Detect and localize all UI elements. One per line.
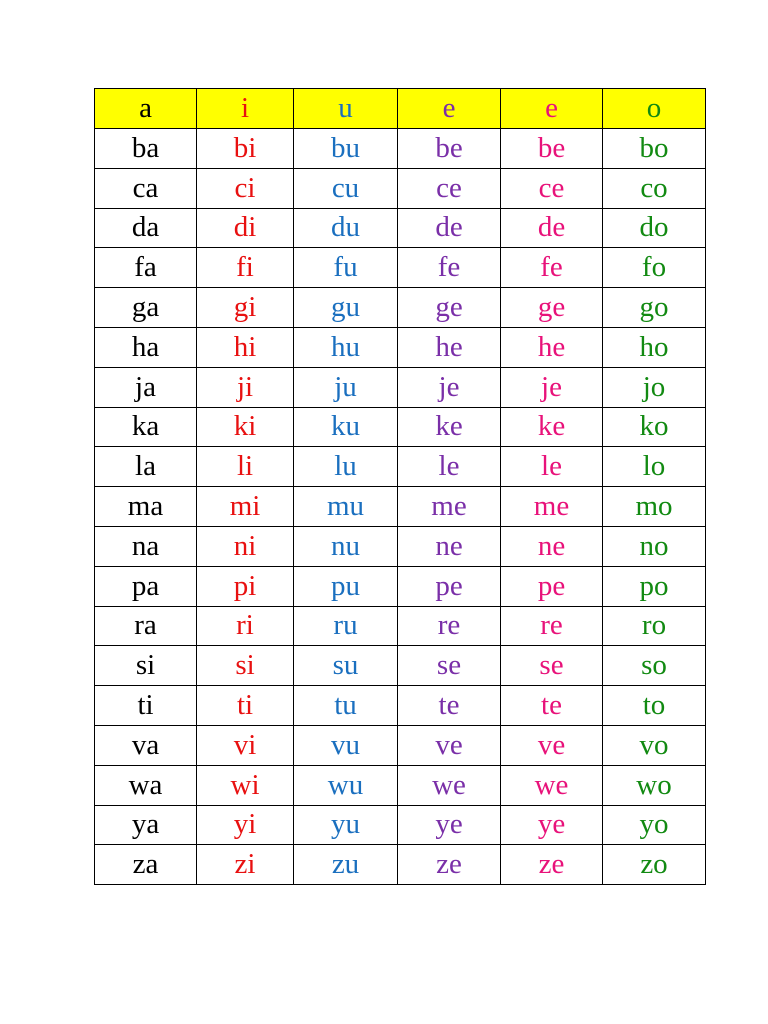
syllable-cell: ja <box>95 367 197 407</box>
syllable-row <box>95 407 706 447</box>
syllable-row <box>95 367 706 407</box>
syllable-cell: de <box>501 208 603 248</box>
syllable-cell: zi <box>197 845 294 885</box>
syllable-cell: te <box>398 686 501 726</box>
syllable-cell: co <box>603 168 706 208</box>
syllable-cell: he <box>501 327 603 367</box>
syllable-cell: gu <box>294 288 398 328</box>
syllable-cell: za <box>95 845 197 885</box>
syllable-cell: hu <box>294 327 398 367</box>
syllable-cell: ge <box>398 288 501 328</box>
syllable-table-body <box>95 89 706 885</box>
syllable-row <box>95 606 706 646</box>
syllable-cell: se <box>398 646 501 686</box>
vowel-header-row <box>95 89 706 129</box>
syllable-row <box>95 248 706 288</box>
syllable-cell: ya <box>95 805 197 845</box>
syllable-cell: fo <box>603 248 706 288</box>
vowel-header-cell: i <box>197 89 294 129</box>
syllable-cell: pe <box>501 566 603 606</box>
syllable-row <box>95 765 706 805</box>
syllable-cell: se <box>501 646 603 686</box>
syllable-cell: gi <box>197 288 294 328</box>
syllable-cell: we <box>398 765 501 805</box>
syllable-cell: he <box>398 327 501 367</box>
syllable-cell: ca <box>95 168 197 208</box>
syllable-cell: ru <box>294 606 398 646</box>
syllable-cell: fi <box>197 248 294 288</box>
syllable-row <box>95 725 706 765</box>
syllable-cell: ho <box>603 327 706 367</box>
syllable-cell: re <box>398 606 501 646</box>
syllable-cell: mu <box>294 487 398 527</box>
syllable-cell: yi <box>197 805 294 845</box>
syllable-cell: tu <box>294 686 398 726</box>
syllable-cell: di <box>197 208 294 248</box>
syllable-cell: be <box>501 129 603 169</box>
syllable-row <box>95 686 706 726</box>
syllable-cell: wa <box>95 765 197 805</box>
syllable-cell: ti <box>95 686 197 726</box>
syllable-cell: na <box>95 526 197 566</box>
syllable-cell: ze <box>398 845 501 885</box>
syllable-cell: wu <box>294 765 398 805</box>
syllable-cell: ge <box>501 288 603 328</box>
syllable-cell: re <box>501 606 603 646</box>
syllable-cell: bu <box>294 129 398 169</box>
syllable-cell: je <box>501 367 603 407</box>
syllable-row <box>95 526 706 566</box>
syllable-cell: vo <box>603 725 706 765</box>
syllable-row <box>95 845 706 885</box>
vowel-header-cell: o <box>603 89 706 129</box>
syllable-cell: li <box>197 447 294 487</box>
syllable-cell: mo <box>603 487 706 527</box>
syllable-cell: fe <box>501 248 603 288</box>
syllable-cell: ye <box>398 805 501 845</box>
syllable-cell: va <box>95 725 197 765</box>
vowel-header-cell: a <box>95 89 197 129</box>
syllable-cell: lu <box>294 447 398 487</box>
syllable-cell: yu <box>294 805 398 845</box>
syllable-cell: nu <box>294 526 398 566</box>
syllable-row <box>95 288 706 328</box>
syllable-cell: jo <box>603 367 706 407</box>
syllable-cell: ha <box>95 327 197 367</box>
syllable-cell: ni <box>197 526 294 566</box>
syllable-cell: so <box>603 646 706 686</box>
syllable-cell: go <box>603 288 706 328</box>
syllable-cell: ma <box>95 487 197 527</box>
syllable-cell: ti <box>197 686 294 726</box>
syllable-cell: we <box>501 765 603 805</box>
syllable-cell: ne <box>501 526 603 566</box>
syllable-cell: bi <box>197 129 294 169</box>
syllable-cell: je <box>398 367 501 407</box>
syllable-row <box>95 168 706 208</box>
syllable-row <box>95 805 706 845</box>
syllable-cell: no <box>603 526 706 566</box>
syllable-cell: ka <box>95 407 197 447</box>
syllable-cell: da <box>95 208 197 248</box>
syllable-cell: ji <box>197 367 294 407</box>
syllable-cell: zo <box>603 845 706 885</box>
syllable-row <box>95 208 706 248</box>
syllable-row <box>95 447 706 487</box>
vowel-header-cell: u <box>294 89 398 129</box>
syllable-cell: me <box>398 487 501 527</box>
syllable-cell: ju <box>294 367 398 407</box>
syllable-cell: ve <box>501 725 603 765</box>
syllable-cell: ra <box>95 606 197 646</box>
syllable-cell: be <box>398 129 501 169</box>
syllable-cell: ko <box>603 407 706 447</box>
syllable-cell: ci <box>197 168 294 208</box>
syllable-cell: ke <box>398 407 501 447</box>
syllable-cell: pa <box>95 566 197 606</box>
syllable-cell: mi <box>197 487 294 527</box>
syllable-cell: pe <box>398 566 501 606</box>
syllable-cell: fe <box>398 248 501 288</box>
syllable-cell: wo <box>603 765 706 805</box>
syllable-cell: ze <box>501 845 603 885</box>
syllable-cell: ku <box>294 407 398 447</box>
syllable-cell: la <box>95 447 197 487</box>
syllable-cell: si <box>95 646 197 686</box>
syllable-cell: ro <box>603 606 706 646</box>
syllable-cell: yo <box>603 805 706 845</box>
vowel-header-cell: e <box>501 89 603 129</box>
syllable-cell: fu <box>294 248 398 288</box>
syllable-cell: hi <box>197 327 294 367</box>
syllable-cell: ce <box>501 168 603 208</box>
syllable-cell: te <box>501 686 603 726</box>
syllable-cell: po <box>603 566 706 606</box>
syllable-cell: zu <box>294 845 398 885</box>
syllable-table <box>94 88 706 885</box>
syllable-row <box>95 646 706 686</box>
syllable-cell: ve <box>398 725 501 765</box>
syllable-cell: ye <box>501 805 603 845</box>
syllable-cell: si <box>197 646 294 686</box>
syllable-cell: wi <box>197 765 294 805</box>
syllable-cell: to <box>603 686 706 726</box>
syllable-cell: bo <box>603 129 706 169</box>
syllable-row <box>95 129 706 169</box>
syllable-cell: le <box>501 447 603 487</box>
syllable-cell: me <box>501 487 603 527</box>
syllable-cell: du <box>294 208 398 248</box>
syllable-cell: ki <box>197 407 294 447</box>
syllable-cell: pu <box>294 566 398 606</box>
syllable-cell: ne <box>398 526 501 566</box>
syllable-cell: fa <box>95 248 197 288</box>
syllable-cell: ga <box>95 288 197 328</box>
syllable-cell: de <box>398 208 501 248</box>
syllable-row <box>95 566 706 606</box>
syllable-cell: ba <box>95 129 197 169</box>
syllable-cell: cu <box>294 168 398 208</box>
vowel-header-cell: e <box>398 89 501 129</box>
syllable-row <box>95 487 706 527</box>
syllable-cell: ri <box>197 606 294 646</box>
syllable-row <box>95 327 706 367</box>
syllable-cell: lo <box>603 447 706 487</box>
syllable-cell: pi <box>197 566 294 606</box>
syllable-cell: ce <box>398 168 501 208</box>
syllable-cell: vi <box>197 725 294 765</box>
syllable-cell: su <box>294 646 398 686</box>
syllable-cell: do <box>603 208 706 248</box>
syllable-cell: le <box>398 447 501 487</box>
syllable-cell: ke <box>501 407 603 447</box>
syllable-cell: vu <box>294 725 398 765</box>
